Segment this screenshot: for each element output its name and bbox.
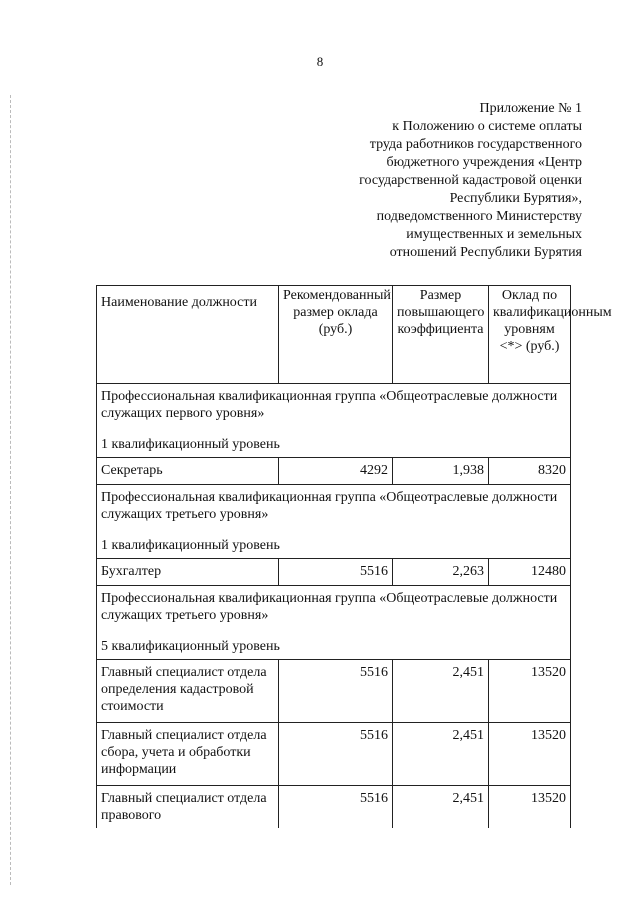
group-level: 1 квалификационный уровень — [101, 538, 280, 553]
table-row — [97, 786, 571, 829]
cell-coefficient: 2,451 — [393, 723, 489, 786]
cell-position: Главный специалист отдела сбора, учета и обработки информации — [97, 723, 279, 786]
group-title: Профессиональная квалификационная группа «Общеотраслевые должности служащих третьего уровня» — [101, 490, 558, 522]
group-level: 5 квалификационный уровень — [101, 639, 280, 654]
cell-salary: 5516 — [279, 660, 393, 723]
header-position: Наименование должности — [97, 286, 279, 384]
cell-coefficient: 2,263 — [393, 559, 489, 586]
table-row — [97, 723, 571, 786]
table-header-row — [97, 286, 571, 384]
cell-salary: 5516 — [279, 786, 393, 829]
margin-scan-marks — [10, 95, 15, 885]
appendix-line: подведомственного Министерству — [376, 209, 582, 224]
cell-qualification-salary: 13520 — [489, 660, 571, 723]
cell-qualification-salary: 13520 — [489, 723, 571, 786]
page-number: 8 — [316, 54, 324, 69]
appendix-line: бюджетного учреждения «Центр — [386, 155, 582, 170]
appendix-line: имущественных и земельных — [406, 227, 582, 242]
cell-position: Бухгалтер — [97, 559, 279, 586]
cell-qualification-salary: 8320 — [489, 458, 571, 485]
group-cell — [97, 586, 571, 660]
group-row — [97, 485, 571, 559]
header-salary: Рекомендованный размер оклада (руб.) — [279, 286, 393, 384]
appendix-heading — [312, 100, 582, 262]
cell-salary: 5516 — [279, 559, 393, 586]
cell-position: Главный специалист отдела определения кадастровой стоимости — [97, 660, 279, 723]
appendix-line: к Положению о системе оплаты — [392, 119, 582, 134]
group-cell — [97, 485, 571, 559]
cell-salary: 4292 — [279, 458, 393, 485]
cell-coefficient: 2,451 — [393, 660, 489, 723]
appendix-line: Республики Бурятия», — [449, 191, 582, 206]
header-coefficient: Размер повышающего коэффициента — [393, 286, 489, 384]
group-title: Профессиональная квалификационная группа «Общеотраслевые должности служащих первого уровня» — [101, 389, 558, 421]
salary-table — [96, 285, 612, 828]
group-title: Профессиональная квалификационная группа «Общеотраслевые должности служащих третьего уровня» — [101, 591, 558, 623]
cell-position: Секретарь — [97, 458, 279, 485]
cell-qualification-salary: 13520 — [489, 786, 571, 829]
cell-qualification-salary: 12480 — [489, 559, 571, 586]
group-row — [97, 384, 571, 458]
cell-position: Главный специалист отдела правового — [97, 786, 279, 829]
table-row — [97, 660, 571, 723]
group-row — [97, 586, 571, 660]
appendix-line: государственной кадастровой оценки — [359, 173, 582, 188]
group-cell — [97, 384, 571, 458]
group-level: 1 квалификационный уровень — [101, 437, 280, 452]
cell-coefficient: 1,938 — [393, 458, 489, 485]
appendix-line: труда работников государственного — [369, 137, 582, 152]
cell-salary: 5516 — [279, 723, 393, 786]
cell-coefficient: 2,451 — [393, 786, 489, 829]
appendix-line: отношений Республики Бурятия — [389, 245, 582, 260]
table-row — [97, 458, 571, 485]
table-row — [97, 559, 571, 586]
appendix-line: Приложение № 1 — [479, 101, 582, 116]
header-qualification-salary: Оклад по квалификационным уровням <*> (руб.) — [489, 286, 571, 384]
